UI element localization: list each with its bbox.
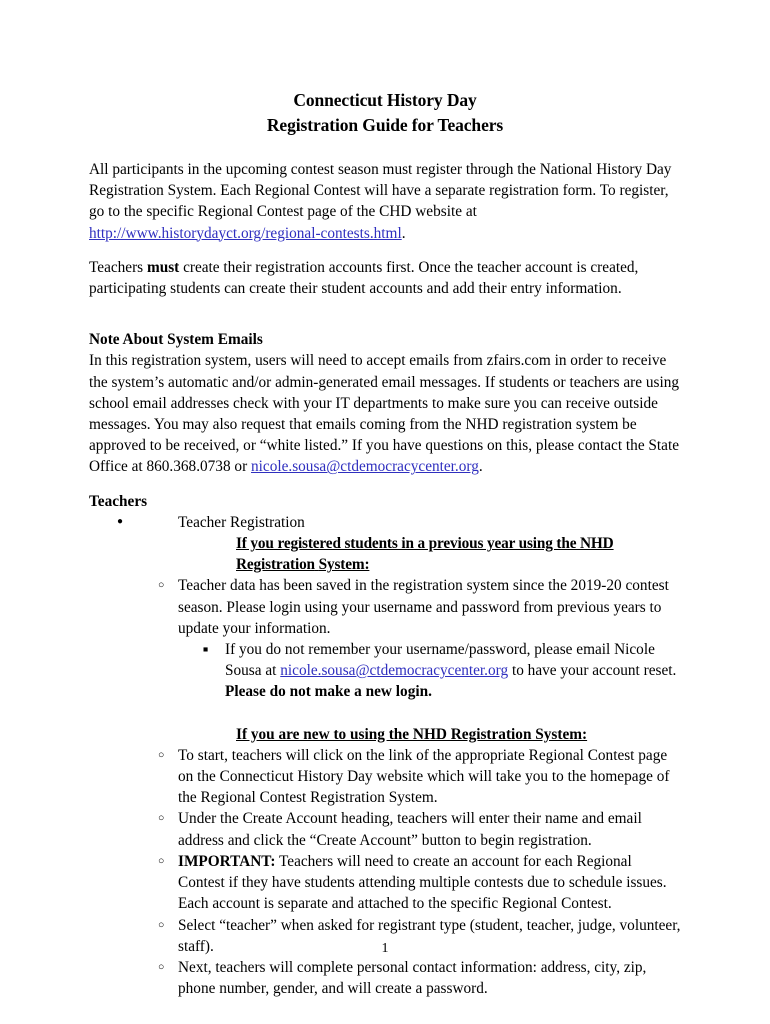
chd-regional-contests-link[interactable]: http://www.historydayct.org/regional-contests.html (89, 224, 402, 242)
teachers-list (89, 512, 681, 999)
spacer (89, 138, 681, 159)
system-emails-period: . (478, 458, 483, 476)
document-content (89, 88, 681, 999)
page-number: 1 (381, 941, 389, 956)
page-title (89, 88, 681, 138)
list-item-bold-lead: IMPORTANT: (178, 852, 276, 870)
subheading-returning-line-1: If you registered students in a previous year using the NHD Registration (236, 535, 614, 574)
list-item-text: To start, teachers will click on the link of the appropriate Regional Contest page on the Connecticut History Day website which will take you to the homepage of the Regional Contest Registration System. (178, 746, 670, 807)
system-emails-text: In this registration system, users will need to accept emails from zfairs.com in order to receive the system’s automatic and/or admin-generated email messages. If students or teachers are using school email addresses check with your IT departments to make sure you can receive outside messages. You may also request that emails coming from the NHD registration system be approved to be received, or “white listed.” If you have questions on this, please contact the State Office at 860.368.0738 or (89, 352, 680, 476)
list-item-new-user-step (89, 851, 681, 915)
list-item-forgot-credentials (89, 639, 681, 703)
section-heading-teachers: Teachers (89, 492, 148, 510)
intro-paragraph-2-rest: create their registration accounts first. Once the teacher account is created, participating students can create their student accounts and add their entry information. (89, 258, 639, 298)
state-office-email-link[interactable]: nicole.sousa@ctdemocracycenter.org (251, 458, 479, 476)
no-new-login-emphasis: Please do not make a new login. (225, 683, 432, 701)
list-item-new-user-step (89, 957, 681, 999)
spacer (89, 244, 681, 257)
intro-paragraph-1 (89, 159, 681, 244)
list-item-text: Under the Create Account heading, teachers will enter their name and email address and click the “Create Account” button to begin registration. (178, 810, 642, 849)
list-item-new-user-step (89, 808, 681, 850)
must-emphasis: must (146, 258, 180, 276)
spacer (89, 299, 681, 320)
intro-paragraph-1-text: All participants in the upcoming contest season must register through the National History Day Registration System. Each Regional Contest will have a separate registration form. To register, go to the specific Regional Contest page of the CHD website at (89, 161, 672, 221)
list-item-teacher-data-saved (89, 575, 681, 639)
list-item-text-cont: to have your account reset. (508, 662, 677, 680)
list-item-teacher-registration (89, 512, 681, 533)
intro-paragraph-2 (89, 257, 681, 299)
section-heading-system-emails: Note About System Emails (89, 331, 263, 349)
list-item-text: Select “teacher” when asked for registrant type (student, teacher, judge, volunteer, staff). (178, 916, 681, 955)
spacer (89, 478, 681, 491)
list-item-label: Teacher Registration (178, 513, 305, 531)
list-item-text: If you do not remember your username/password, please email Nicole Sousa at (225, 641, 655, 680)
intro-paragraph-1-period: . (401, 224, 406, 242)
list-item-new-user-step (89, 745, 681, 809)
subheading-returning-users (89, 533, 681, 575)
nicole-sousa-email-link[interactable]: nicole.sousa@ctdemocracycenter.org (280, 662, 509, 680)
system-emails-body (89, 350, 681, 477)
list-item-text: Next, teachers will complete personal contact information: address, city, zip, phone number, gender, and will create a password. (178, 958, 647, 998)
spacer (89, 320, 681, 329)
subheading-new-users: If you are new to using the NHD Registration System: (236, 725, 588, 743)
list-item-text: Teacher data has been saved in the registration system since the 2019-20 contest season. Please login using your username and password from previous years to update your information. (178, 577, 669, 637)
title-line-2: Registration Guide for Teachers (266, 115, 504, 135)
list-item-text: Teachers will need to create an account for each Regional Contest if they have students attending multiple contests due to schedule issues. Each account is separate and attached to the specific Regional Contest. (178, 852, 667, 913)
intro-paragraph-2-lead: Teachers (89, 258, 147, 276)
spacer (89, 703, 681, 724)
title-line-1: Connecticut History Day (293, 90, 477, 110)
subheading-returning-line-2: System: (318, 556, 370, 574)
